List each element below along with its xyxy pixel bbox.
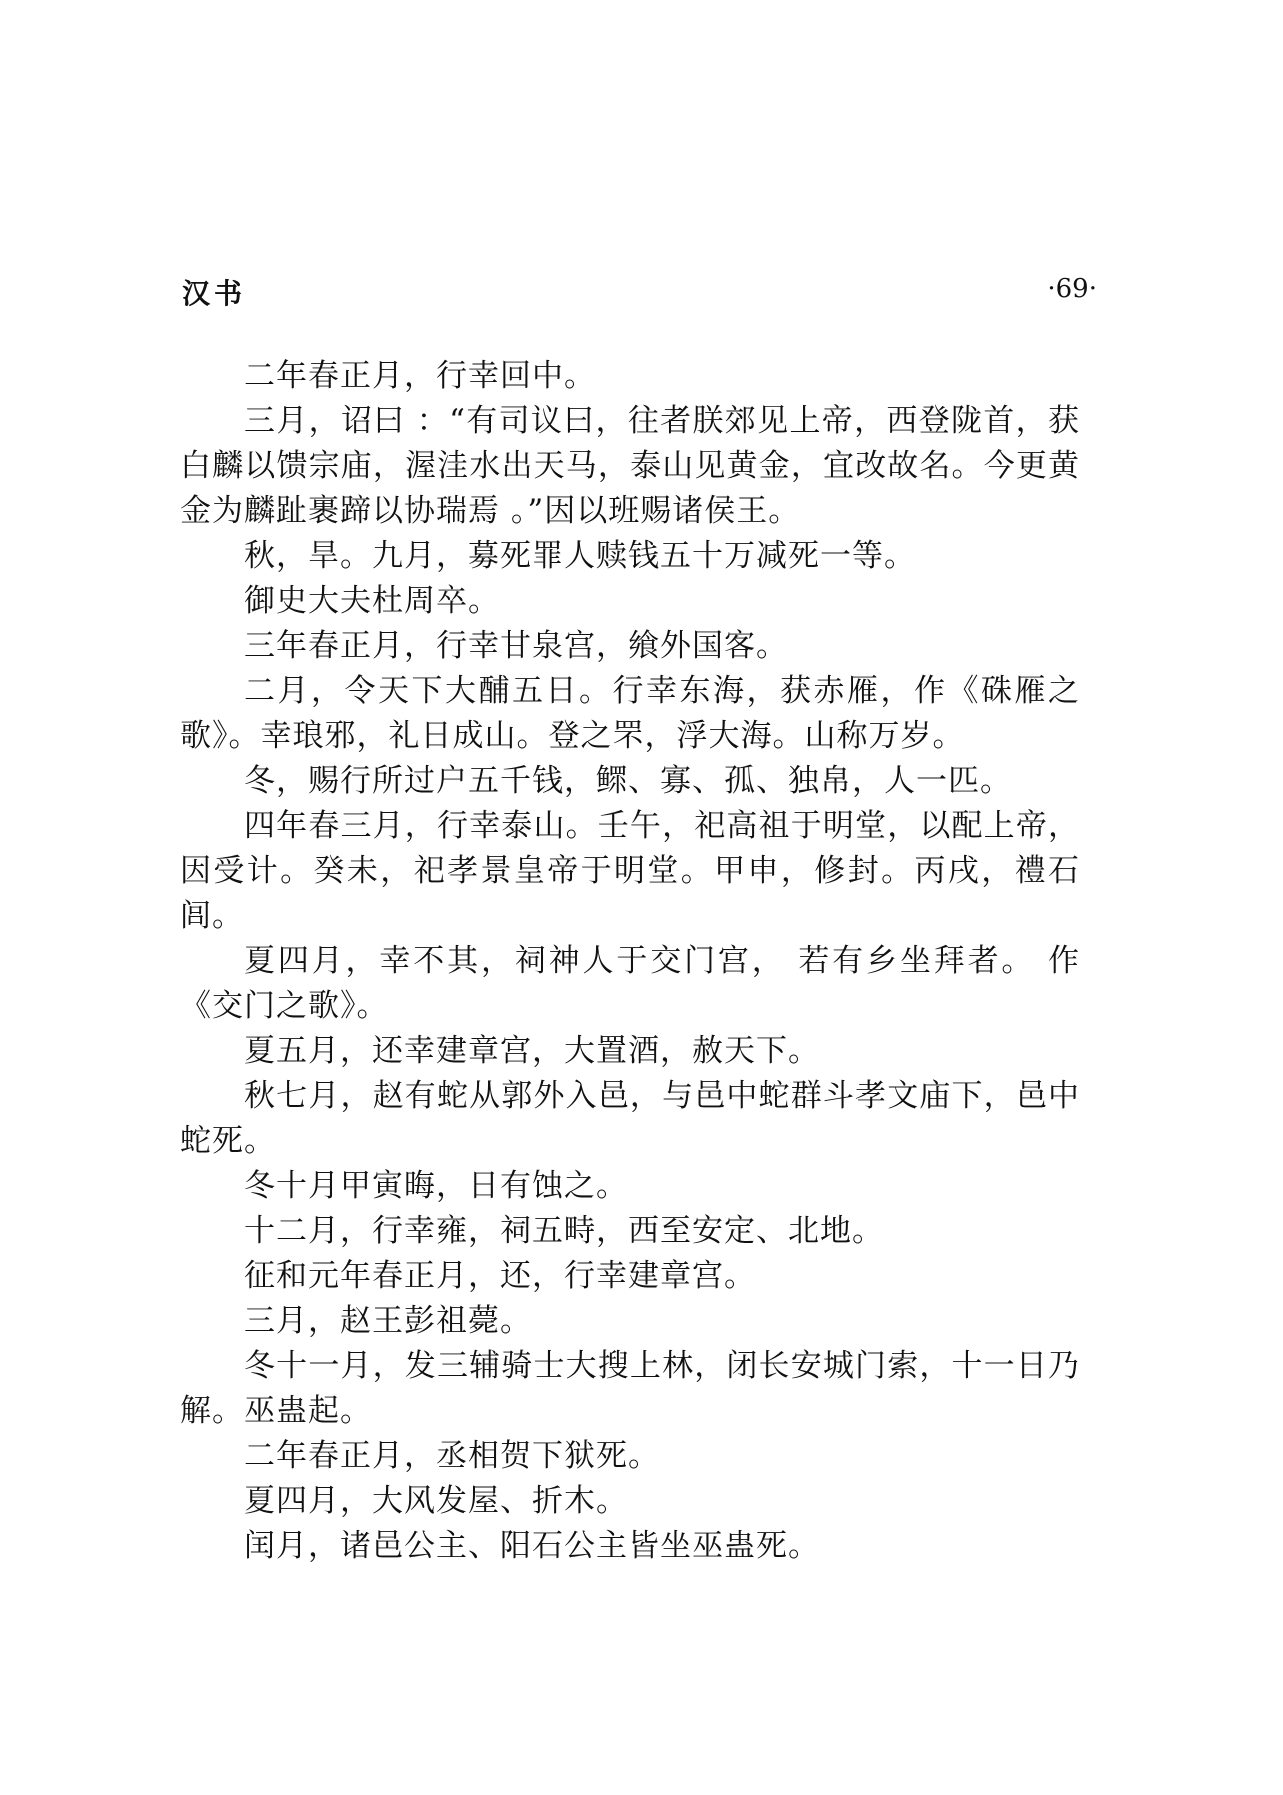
paragraph: 征和元年春正月，还，行幸建章宫。	[244, 1258, 756, 1294]
paragraph: 三年春正月，行幸甘泉宫，飨外国客。	[244, 628, 788, 664]
book-title: 汉书	[182, 277, 247, 310]
paragraph: 三月，诏曰 ：“有司议曰，往者朕郊见上帝，西登陇首，获白麟以馈宗庙，渥洼水出天马，泰山见黄金，宜改故名。今更黄金为麟趾裹蹄以协瑞焉 。”因以班赐诸侯王。	[180, 403, 1080, 529]
paragraph: 二年春正月，行幸回中。	[244, 358, 596, 394]
paragraph: 冬十一月，发三辅骑士大搜上林，闭长安城门索，十一日乃解。巫蛊起。	[180, 1348, 1080, 1429]
paragraph: 十二月，行幸雍，祠五畤，西至安定、北地。	[244, 1213, 884, 1249]
paragraph: 冬十月甲寅晦，日有蚀之。	[244, 1168, 628, 1204]
paragraph: 三月，赵王彭祖薨。	[244, 1303, 532, 1339]
paragraph: 夏四月，幸不其，祠神人于交门宫， 若有乡坐拜者。 作《交门之歌》。	[180, 943, 1080, 1024]
page-number: ·69·	[1047, 274, 1097, 304]
paragraph: 御史大夫杜周卒。	[244, 583, 500, 619]
paragraph: 秋七月，赵有蛇从郭外入邑，与邑中蛇群斗孝文庙下，邑中蛇死。	[180, 1078, 1080, 1159]
paragraph: 秋，旱。九月，募死罪人赎钱五十万减死一等。	[244, 538, 916, 574]
paragraph: 夏四月，大风发屋、折木。	[244, 1483, 628, 1519]
page-header	[182, 272, 1097, 312]
paragraph: 二年春正月，丞相贺下狱死。	[244, 1438, 660, 1474]
paragraph: 冬，赐行所过户五千钱，鳏、寡、孤、独帛，人一匹。	[244, 763, 1012, 799]
main-text	[180, 354, 1080, 1569]
paragraph: 闰月，诸邑公主、阳石公主皆坐巫蛊死。	[244, 1528, 820, 1564]
paragraph: 夏五月，还幸建章宫，大置酒，赦天下。	[244, 1033, 820, 1069]
paragraph: 四年春三月，行幸泰山。壬午，祀高祖于明堂，以配上帝，因受计。癸未，祀孝景皇帝于明堂。甲申，修封。丙戌，禮石闾。	[180, 808, 1080, 934]
paragraph: 二月，令天下大酺五日。行幸东海，获赤雁，作《硃雁之歌》。幸琅邪，礼日成山。登之罘，浮大海。山称万岁。	[180, 673, 1080, 754]
